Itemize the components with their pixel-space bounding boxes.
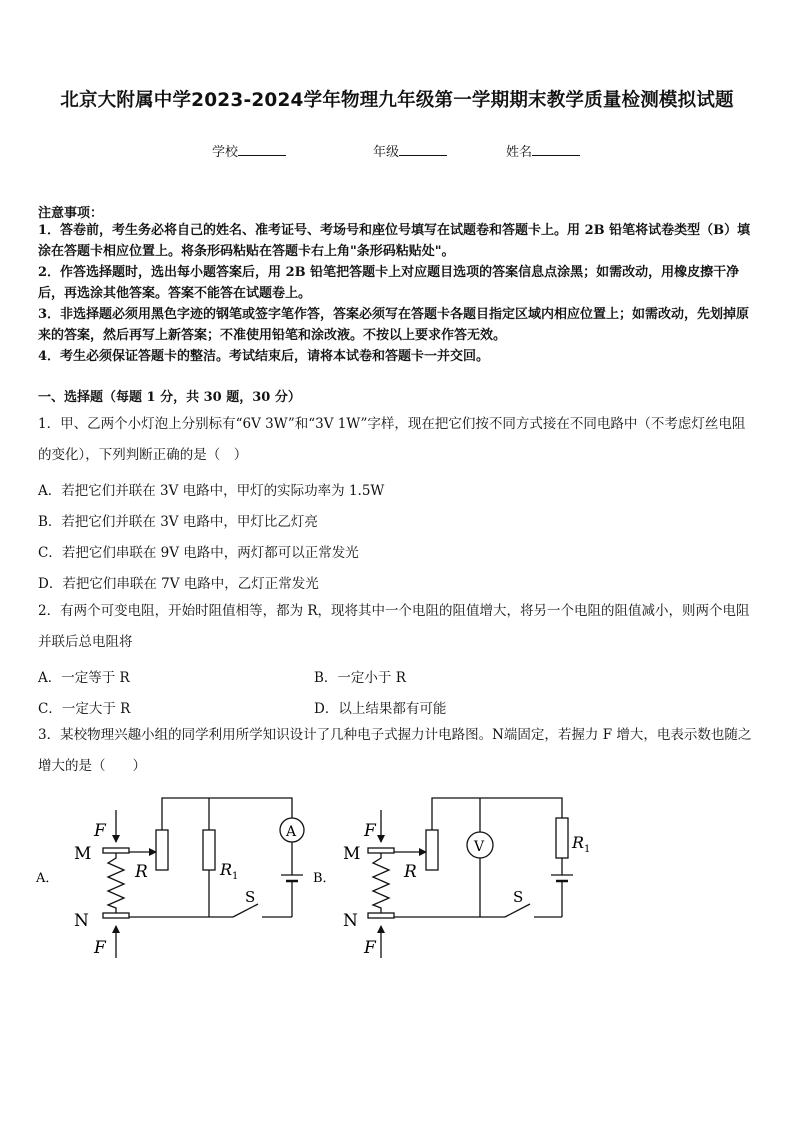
school-blank	[238, 143, 286, 156]
page-title: 北京大附属中学2023-2024学年物理九年级第一学期期末教学质量检测模拟试题	[60, 90, 734, 111]
label-rheostat: R	[135, 862, 148, 882]
question-1-stem: 1．甲、乙两个小灯泡上分别标有“6V 3W”和“3V 1W”字样，现在把它们按不同方式接在不同电路中（不考虑灯丝电阻的变化），下列判断正确的是（ ）	[38, 416, 746, 463]
option-a-label: A．	[36, 871, 59, 886]
circuit-b	[368, 798, 573, 958]
spring	[108, 853, 124, 913]
plate-m	[103, 848, 129, 853]
resistor-r1	[556, 818, 568, 858]
rheostat	[426, 830, 438, 870]
question-2-option-b: B．一定小于 R	[314, 670, 406, 686]
force-label-top: F	[94, 821, 106, 841]
question-2	[38, 596, 756, 658]
label-n: N	[343, 911, 358, 931]
circuit-diagrams	[0, 780, 794, 970]
question-1-option-b: B．若把它们并联在 3V 电路中，甲灯比乙灯亮	[38, 514, 318, 530]
question-1-option-c: C．若把它们串联在 9V 电路中，两灯都可以正常发光	[38, 545, 359, 561]
question-2-stem: 2．有两个可变电阻，开始时阻值相等，都为 R，现将其中一个电阻的阻值增大，将另一个电阻的阻值减小，则两个电阻并联后总电阻将	[38, 603, 750, 650]
resistor-r1	[203, 830, 215, 870]
notes-item: 3．非选择题必须用黑色字迹的钢笔或签字笔作答，答案必须写在答题卡各题目指定区域内相应位置上；如需改动，先划掉原来的答案，然后再写上新答案；不准使用铅笔和涂改液。不按以上要求作答无效。	[38, 307, 750, 343]
name-blank	[532, 143, 580, 156]
force-label-bottom: F	[364, 938, 376, 958]
school-label: 学校	[212, 145, 239, 160]
notes-list	[38, 220, 756, 367]
question-1-option-a: A．若把它们并联在 3V 电路中，甲灯的实际功率为 1.5W	[38, 483, 385, 499]
notes-item: 1．答卷前，考生务必将自己的姓名、准考证号、考场号和座位号填写在试题卷和答题卡上。用 2B 铅笔将试卷类型（B）填涂在答题卡相应位置上。将条形码粘贴在答题卡右上角"条形码粘贴处"。	[38, 223, 751, 259]
ammeter-label: A	[286, 824, 297, 840]
grade-blank	[399, 143, 447, 156]
label-rheostat: R	[404, 862, 417, 882]
notes-item: 2．作答选择题时，选出每小题答案后，用 2B 铅笔把答题卡上对应题目选项的答案信息点涂黑；如需改动，用橡皮擦干净后，再选涂其他答案。答案不能答在试题卷上。	[38, 265, 740, 301]
name-field	[506, 141, 580, 160]
wire-top	[432, 798, 562, 830]
spring	[373, 853, 389, 913]
label-n: N	[74, 911, 89, 931]
plate-n	[368, 913, 394, 918]
notes-item: 4．考生必须保证答题卡的整洁。考试结束后，请将本试卷和答题卡一并交回。	[38, 349, 490, 364]
name-label: 姓名	[506, 145, 533, 160]
plate-m	[368, 848, 394, 853]
question-1-option-d: D．若把它们串联在 7V 电路中，乙灯正常发光	[38, 576, 319, 592]
wire-top	[162, 798, 292, 830]
circuit-a	[103, 798, 304, 958]
question-3-stem: 3．某校物理兴趣小组的同学利用所学知识设计了几种电子式握力计电路图。N端固定，若握力 F 增大，电表示数也随之增大的是（ ）	[38, 727, 752, 774]
question-2-option-c: C．一定大于 R	[38, 701, 131, 717]
label-r1: R	[572, 833, 585, 852]
label-m: M	[74, 844, 92, 864]
section-heading: 一、选择题（每题 1 分，共 30 题，30 分）	[38, 390, 301, 405]
question-1	[38, 409, 756, 471]
school-field	[212, 141, 286, 160]
question-3	[38, 720, 756, 782]
option-b-label: B．	[313, 871, 336, 886]
question-2-option-d: D．以上结果都有可能	[314, 701, 447, 717]
label-r1-subscript: 1	[584, 844, 591, 855]
grade-field	[373, 141, 447, 160]
voltmeter-label: V	[474, 839, 485, 855]
question-2-option-a: A．一定等于 R	[38, 670, 130, 686]
label-r1: R	[220, 860, 233, 879]
plate-n	[103, 913, 129, 918]
rheostat	[156, 830, 168, 870]
force-label-top: F	[364, 821, 376, 841]
switch-label: S	[245, 888, 256, 906]
notes-heading: 注意事项：	[38, 206, 104, 221]
switch-label: S	[513, 888, 524, 906]
force-label-bottom: F	[94, 938, 106, 958]
label-m: M	[343, 844, 361, 864]
label-r1-subscript: 1	[232, 871, 239, 882]
grade-label: 年级	[373, 145, 400, 160]
